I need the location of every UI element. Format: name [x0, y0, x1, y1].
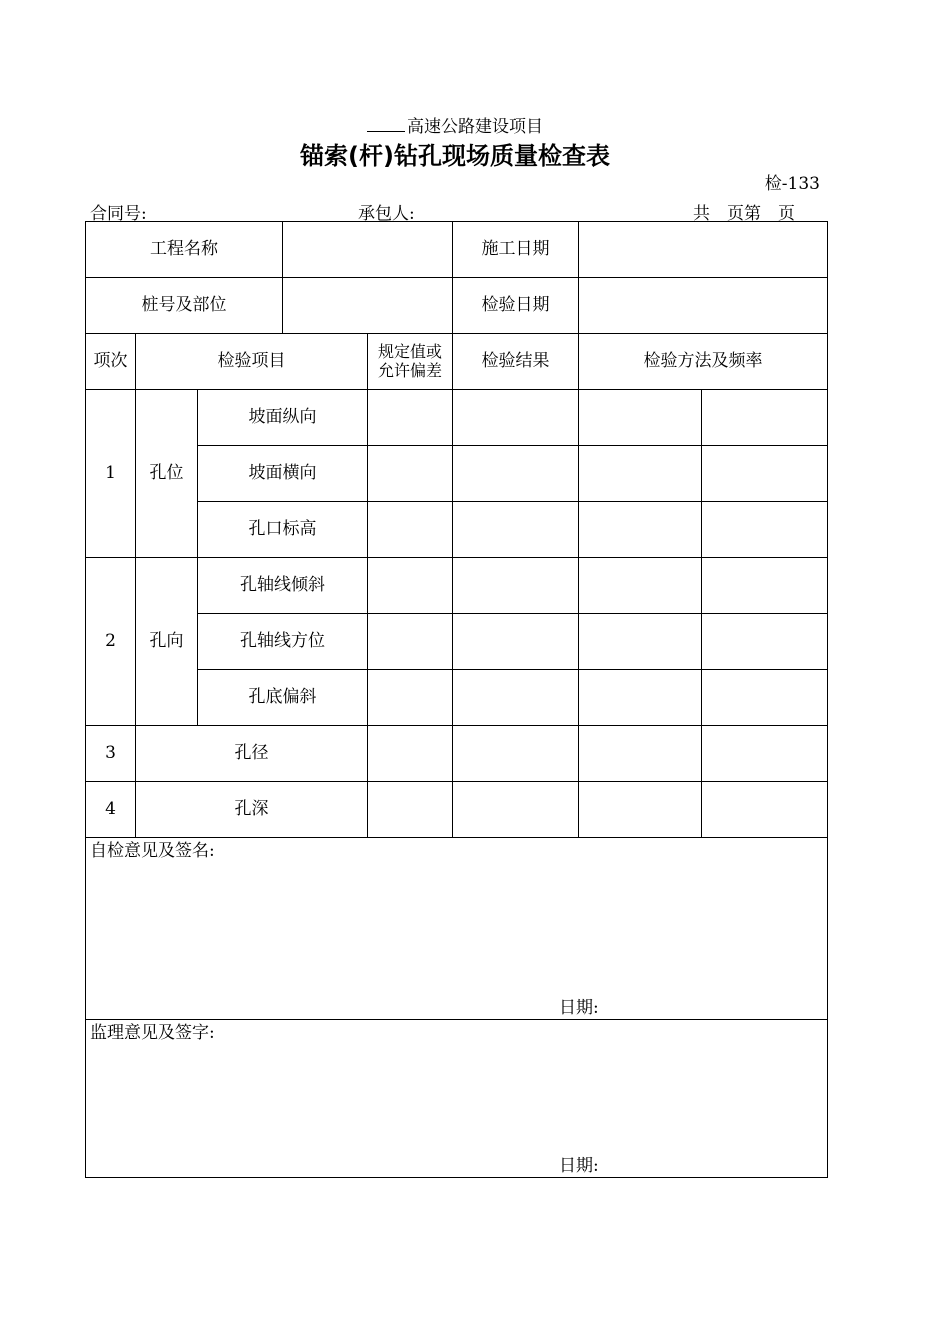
method-cell[interactable]: [579, 614, 702, 670]
contractor-label: 承包人:: [358, 204, 415, 224]
spec-cell[interactable]: [368, 558, 453, 614]
self-check-label: 自检意见及签名:: [90, 841, 215, 861]
spec-cell[interactable]: [368, 726, 453, 782]
spec-cell[interactable]: [368, 670, 453, 726]
item-no-cell: 4: [86, 782, 136, 838]
table-row: [86, 670, 828, 726]
item-name-cell: 孔径: [136, 726, 368, 782]
station-label: 桩号及部位: [86, 278, 283, 334]
supervision-date-label: 日期:: [559, 1156, 599, 1177]
spec-cell[interactable]: [368, 614, 453, 670]
table-row: [86, 782, 828, 838]
item-no-cell: 3: [86, 726, 136, 782]
table-row: [86, 502, 828, 558]
spec-cell[interactable]: [368, 390, 453, 446]
frequency-cell[interactable]: [702, 614, 828, 670]
self-check-section[interactable]: [86, 838, 828, 1020]
form-title: 锚索(杆)钻孔现场质量检查表: [300, 142, 610, 170]
result-cell[interactable]: [453, 446, 579, 502]
frequency-cell[interactable]: [702, 446, 828, 502]
spec-cell[interactable]: [368, 782, 453, 838]
column-header-row: [86, 334, 828, 390]
inspection-date-label: 检验日期: [453, 278, 579, 334]
project-name-blank: [367, 117, 405, 132]
col-spec: [368, 334, 453, 390]
supervision-row: [86, 1020, 828, 1178]
table-row: [86, 726, 828, 782]
table-row: [86, 446, 828, 502]
frequency-cell[interactable]: [702, 670, 828, 726]
item-name-cell: 孔深: [136, 782, 368, 838]
item-name-cell: 孔口标高: [198, 502, 368, 558]
frequency-cell[interactable]: [702, 558, 828, 614]
table-row: [86, 614, 828, 670]
item-no-cell: 1: [86, 390, 136, 558]
method-cell[interactable]: [579, 558, 702, 614]
supervision-label: 监理意见及签字:: [90, 1023, 215, 1043]
item-name-cell: 坡面横向: [198, 446, 368, 502]
frequency-cell[interactable]: [702, 502, 828, 558]
col-spec-line1: 规定值或: [377, 342, 442, 362]
spec-cell[interactable]: [368, 502, 453, 558]
col-inspection-item: 检验项目: [136, 334, 368, 390]
project-name-label: 工程名称: [86, 222, 283, 278]
info-row-station: [86, 278, 828, 334]
col-spec-line2: 允许偏差: [377, 360, 442, 380]
method-cell[interactable]: [579, 502, 702, 558]
frequency-cell[interactable]: [702, 390, 828, 446]
result-cell[interactable]: [453, 670, 579, 726]
self-check-row: [86, 838, 828, 1020]
construction-date-label: 施工日期: [453, 222, 579, 278]
col-method: 检验方法及频率: [579, 334, 828, 390]
item-no-cell: 2: [86, 558, 136, 726]
result-cell[interactable]: [453, 726, 579, 782]
construction-date-field[interactable]: [579, 222, 828, 278]
inspection-table: [85, 221, 828, 1178]
subtitle-text: 高速公路建设项目: [407, 117, 543, 137]
result-cell[interactable]: [453, 558, 579, 614]
table-row: [86, 558, 828, 614]
form-number: 检-133: [764, 174, 820, 194]
col-result: 检验结果: [453, 334, 579, 390]
project-name-field[interactable]: [283, 222, 453, 278]
item-name-cell: 孔轴线方位: [198, 614, 368, 670]
item-name-cell: 孔底偏斜: [198, 670, 368, 726]
page-count-label: 共 页第 页: [693, 204, 795, 224]
result-cell[interactable]: [453, 782, 579, 838]
group-name-cell: 孔位: [136, 390, 198, 558]
spec-cell[interactable]: [368, 446, 453, 502]
group-name-cell: 孔向: [136, 558, 198, 726]
method-cell[interactable]: [579, 390, 702, 446]
frequency-cell[interactable]: [702, 726, 828, 782]
method-cell[interactable]: [579, 782, 702, 838]
result-cell[interactable]: [453, 390, 579, 446]
self-check-date-label: 日期:: [559, 998, 599, 1019]
method-cell[interactable]: [579, 670, 702, 726]
method-cell[interactable]: [579, 446, 702, 502]
result-cell[interactable]: [453, 614, 579, 670]
item-name-cell: 坡面纵向: [198, 390, 368, 446]
station-field[interactable]: [283, 278, 453, 334]
item-name-cell: 孔轴线倾斜: [198, 558, 368, 614]
frequency-cell[interactable]: [702, 782, 828, 838]
inspection-date-field[interactable]: [579, 278, 828, 334]
supervision-section[interactable]: [86, 1020, 828, 1178]
table-row: [86, 390, 828, 446]
col-item-no: 项次: [86, 334, 136, 390]
result-cell[interactable]: [453, 502, 579, 558]
info-row-project: [86, 222, 828, 278]
method-cell[interactable]: [579, 726, 702, 782]
project-subtitle: [0, 112, 910, 137]
contract-number-label: 合同号:: [90, 204, 147, 224]
